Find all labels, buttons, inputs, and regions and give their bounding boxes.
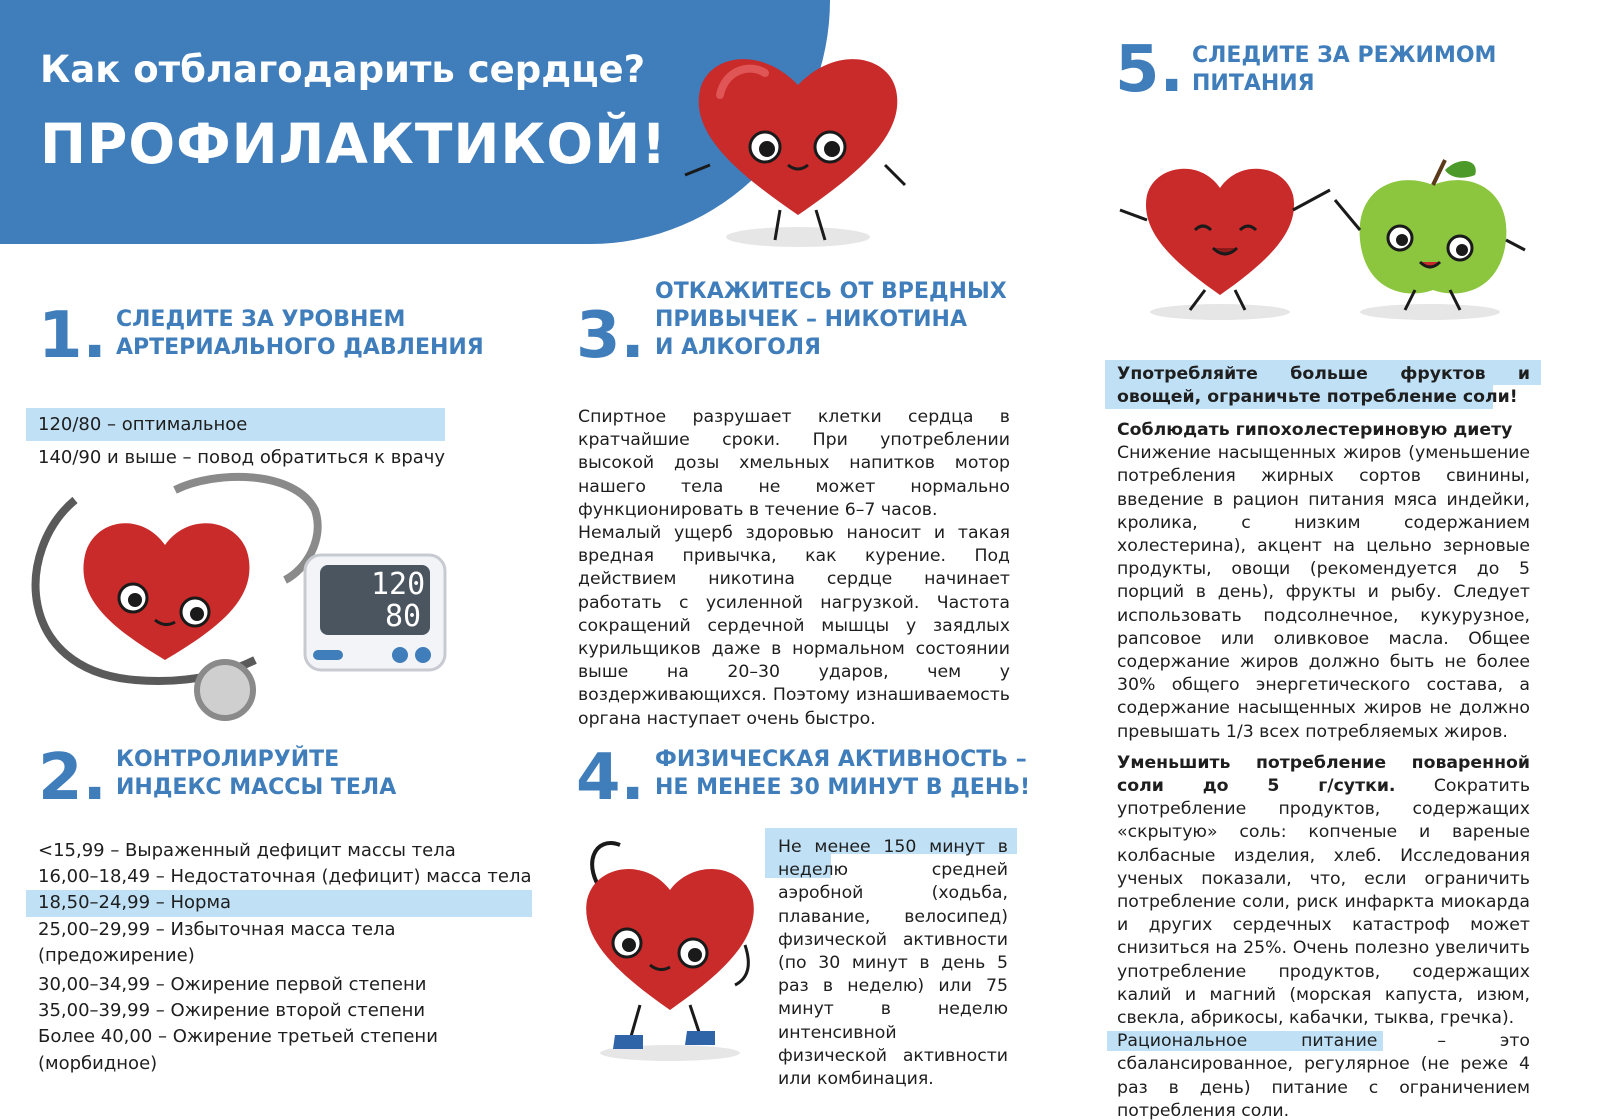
- bp-values: [38, 408, 445, 474]
- section-4-heading: [655, 746, 1030, 802]
- section-5-number: 5.: [1115, 33, 1184, 107]
- section-3-number: 3.: [576, 299, 645, 373]
- bmi-item: <15,99 – Выраженный дефицит массы тела: [38, 840, 456, 861]
- page-title: Как отблагодарить сердце?: [40, 48, 646, 91]
- section-4-number: 4.: [576, 741, 645, 815]
- section-4-body: [778, 836, 1008, 1091]
- section-3-heading-line2: ПРИВЫЧЕК – НИКОТИНА: [655, 307, 967, 332]
- monitor-bottom-value: 80: [385, 599, 422, 634]
- rational-text: – это сбалансированное, регулярное (не реже 4 раз в день) питание с ограничением потребления соли.: [1117, 1031, 1530, 1120]
- rational-highlight: Рациональное питание: [1107, 1031, 1383, 1051]
- nutrition-callout: Употребляйте больше фруктов и овощей, ограничьте потребление соли!: [1117, 364, 1530, 408]
- waving-heart-illustration: [680, 45, 930, 255]
- section-2-number: 2.: [38, 741, 107, 815]
- bmi-item: (предожирение): [38, 944, 195, 966]
- bmi-item: 35,00–39,99 – Ожирение второй степени: [38, 1000, 426, 1022]
- section-1-heading: [116, 306, 484, 362]
- bmi-item: (морбидное): [38, 1052, 158, 1074]
- alcohol-paragraph: Спиртное разрушает клетки сердца в кратчайшие сроки. При употреблении высокой дозы хмельных напитков мотор нашего тела не может нормально функционировать в течение 6–7 часов.: [578, 407, 1010, 520]
- section-3-body: [578, 406, 1010, 731]
- section-1-heading-line1: СЛЕДИТЕ ЗА УРОВНЕМ: [116, 307, 406, 332]
- salt-bold: Уменьшить потребление поваренной соли до 5 г/сутки.: [1117, 752, 1530, 797]
- stethoscope-heart-illustration: [15, 470, 465, 730]
- section-2-heading: [116, 746, 396, 802]
- bp-high: 140/90 и выше – повод обратиться к врачу: [38, 447, 446, 468]
- section-5-heading: [1192, 42, 1496, 98]
- section-5-heading-line2: ПИТАНИЯ: [1192, 71, 1315, 96]
- bmi-list: [38, 838, 532, 1077]
- section-2-heading-line2: ИНДЕКС МАССЫ ТЕЛА: [116, 775, 397, 800]
- bp-optimal: 120/80 – оптимальное: [26, 408, 445, 441]
- activity-highlight: Не менее 150 минут в неделю: [778, 837, 1008, 881]
- bmi-item: Более 40,00 – Ожирение третьей степени: [38, 1026, 438, 1048]
- section-4-heading-line2: НЕ МЕНЕЕ 30 МИНУТ В ДЕНЬ!: [655, 775, 1031, 800]
- bmi-item-norm: 18,50–24,99 – Норма: [26, 890, 532, 916]
- diet-text: Снижение насыщенных жиров (уменьшение потребления жирных сортов свинины, введение в рацион питания мяса индейки, кролика, с низким содержанием холестерина), акцент на цельно зерновые продукты, овощи (рекомендуется до 5 порций в день), фрукты и рыбу. Следует использовать подсолнечное, кукурузное, рапсовое или оливковое масла. Общее содержание жиров должно быть не более 30% общего энергетического состава, а содержание насыщенных жиров не должно превышать 1/3 всех потребляемых жиров.: [1117, 443, 1530, 742]
- section-2-heading-line1: КОНТРОЛИРУЙТЕ: [116, 747, 340, 772]
- page-subtitle: ПРОФИЛАКТИКОЙ!: [40, 112, 668, 176]
- bmi-item: 16,00–18,49 – Недостаточная (дефицит) масса тела: [38, 866, 532, 888]
- bmi-item: 30,00–34,99 – Ожирение первой степени: [38, 974, 427, 996]
- section-5-body: [1117, 419, 1530, 1120]
- section-3-heading-line3: И АЛКОГОЛЯ: [655, 335, 821, 360]
- exercising-heart-illustration: [575, 835, 765, 1065]
- diet-title: Соблюдать гипохолестериновую диету: [1117, 420, 1513, 440]
- heart-and-apple-illustration: [1115, 150, 1535, 330]
- monitor-top-value: 120: [371, 567, 426, 602]
- activity-text: средней аэробной (ходьба, плавание, велосипед) физической активности (по 30 минут в день 5 раз в неделю) или 75 минут в неделю интенсивной физической активности или комбинация.: [778, 860, 1008, 1090]
- smoking-paragraph: Немалый ущерб здоровью наносит и такая вредная привычка, как курение. Под действием никотина сердце начинает работать с усиленной нагрузкой. Частота сокращений сердечной мышцы у заядлых курильщиков даже в нормальном состоянии выше на 20–30 ударов, чем у воздерживающихся. Поэтому изнашиваемость органа наступает очень быстро.: [578, 523, 1010, 729]
- section-3-heading-line1: ОТКАЖИТЕСЬ ОТ ВРЕДНЫХ: [655, 279, 1007, 304]
- section-4-heading-line1: ФИЗИЧЕСКАЯ АКТИВНОСТЬ –: [655, 747, 1027, 772]
- bmi-item: 25,00–29,99 – Избыточная масса тела: [38, 918, 396, 940]
- section-3-heading: [655, 278, 1007, 362]
- section-1-heading-line2: АРТЕРИАЛЬНОГО ДАВЛЕНИЯ: [116, 335, 484, 360]
- section-5-heading-line1: СЛЕДИТЕ ЗА РЕЖИМОМ: [1192, 43, 1497, 68]
- salt-text: Сократить употребление продуктов, содержащих «скрытую» соль: копченые и вареные колбасные изделия, хлеб. Исследования ученых показали, что, если ограничить потребление соли, риск инфаркта миокарда и других сердечных катастроф может снизиться на 25%. Очень полезно увеличить употребление продуктов, содержащих калий и магний (морская капуста, изюм, свекла, абрикосы, кабачки, тыква, гречка).: [1117, 776, 1530, 1029]
- section-1-number: 1.: [38, 299, 107, 373]
